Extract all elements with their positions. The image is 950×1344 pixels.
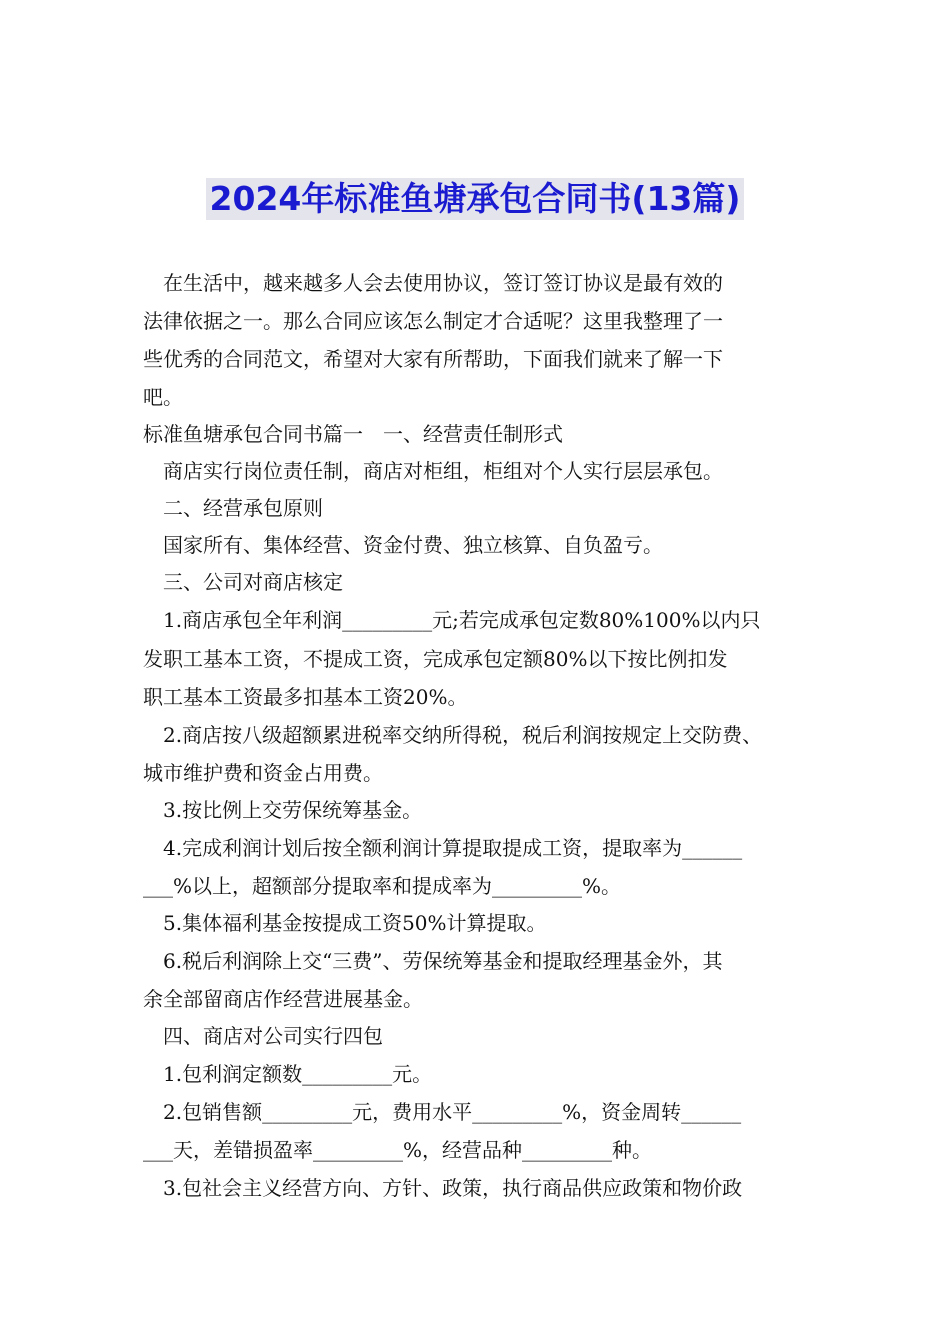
- document-title: 2024年标准鱼塘承包合同书(13篇): [206, 178, 745, 220]
- text-line: 2.商店按八级超额累进税率交纳所得税，税后利润按规定上交防费、: [143, 723, 763, 747]
- section-heading: 三、公司对商店核定: [143, 570, 343, 594]
- section-heading: 二、经营承包原则: [143, 496, 323, 520]
- text-line: 在生活中，越来越多人会去使用协议，签订签订协议是最有效的: [143, 271, 723, 295]
- text-line: 余全部留商店作经营进展基金。: [143, 987, 423, 1011]
- text-line: 发职工基本工资，不提成工资，完成承包定额80%以下按比例扣发: [143, 647, 728, 671]
- text-line: 吧。: [143, 385, 183, 409]
- text-line: 5.集体福利基金按提成工资50%计算提取。: [143, 911, 547, 935]
- text-line: ___天，差错损盈率_________%，经营品种_________种。: [143, 1138, 653, 1162]
- text-line: 2.包销售额_________元，费用水平_________%，资金周转______: [143, 1100, 742, 1124]
- text-line: 法律依据之一。那么合同应该怎么制定才合适呢？这里我整理了一: [143, 309, 723, 333]
- section-heading: 标准鱼塘承包合同书篇一 一、经营责任制形式: [143, 422, 563, 446]
- text-line: 职工基本工资最多扣基本工资20%。: [143, 685, 468, 709]
- text-line: 城市维护费和资金占用费。: [143, 761, 383, 785]
- text-line: 1.商店承包全年利润_________元;若完成承包定数80%100%以内只: [143, 608, 761, 632]
- title-container: [0, 178, 950, 220]
- text-line: 1.包利润定额数_________元。: [143, 1062, 433, 1086]
- text-line: 商店实行岗位责任制，商店对柜组，柜组对个人实行层层承包。: [143, 459, 723, 483]
- text-line: 些优秀的合同范文，希望对大家有所帮助，下面我们就来了解一下: [143, 347, 723, 371]
- text-line: 3.按比例上交劳保统筹基金。: [143, 798, 423, 822]
- text-line: ___%以上，超额部分提取率和提成率为_________%。: [143, 874, 622, 898]
- text-line: 4.完成利润计划后按全额利润计算提取提成工资，提取率为______: [143, 836, 743, 860]
- section-heading: 四、商店对公司实行四包: [143, 1024, 383, 1048]
- text-line: 6.税后利润除上交“三费”、劳保统筹基金和提取经理基金外，其: [143, 949, 723, 973]
- text-line: 3.包社会主义经营方向、方针、政策，执行商品供应政策和物价政: [143, 1176, 743, 1200]
- text-line: 国家所有、集体经营、资金付费、独立核算、自负盈亏。: [143, 533, 663, 557]
